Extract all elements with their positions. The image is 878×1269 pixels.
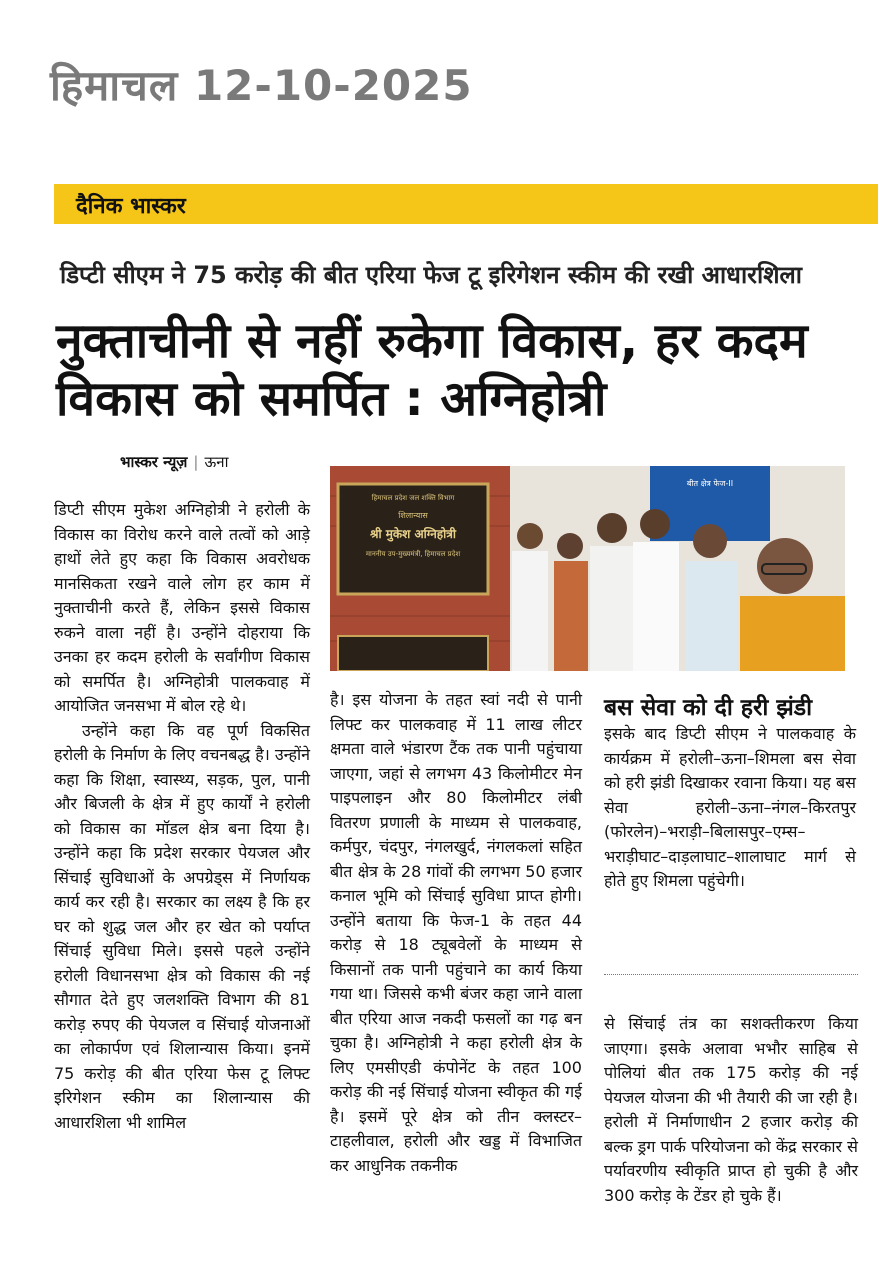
body-paragraph-4: से सिंचाई तंत्र का सशक्तीकरण किया जाएगा। इसके अलावा भभौर साहिब से पोलियां बीत तक 175 करोड़ की नई पेयजल योजना की भी तैयारी की जा रही है। हरोली में निर्माणाधीन 2 हजार करोड़ की बल्क ड्रग पार्क परियोजना को केंद्र सरकार से पर्यावरणीय स्वीकृति प्राप्त हो चुकी है और 300 करोड़ के टेंडर हो चुके हैं। <box>604 1014 858 1205</box>
newspaper-header-band <box>54 184 878 224</box>
byline-place: ऊना <box>204 453 229 471</box>
body-column-2 <box>330 688 582 1178</box>
bus-service-heading: बस सेवा को दी हरी झंडी <box>604 695 813 721</box>
body-paragraph-2: उन्होंने कहा कि वह पूर्ण विकसित हरोली के निर्माण के लिए वचनबद्ध है। उन्होंने कहा कि शिक्षा, स्वास्थ्य, सड़क, पुल, पानी और बिजली के क्षेत्र में हुए कार्यों ने हरोली को विकास का मॉडल क्षेत्र बना दिया है। उन्होंने कहा कि प्रदेश सरकार पेयजल और सिंचाई सुविधाओं के अपग्रेड्स में निर्णायक कार्य कर रही है। सरकार का लक्ष्य है कि हर घर को शुद्ध जल और हर खेत को पर्याप्त सिंचाई सुविधा मिले। इससे पहले उन्होंने हरोली विधानसभा क्षेत्र को विकास की नई सौगात देते हुए जलशक्ति विभाग की 81 करोड़ रुपए की पेयजल व सिंचाई योजनाओं का लोकार्पण एवं शिलान्यास किया। इनमें 75 करोड़ की बीत एरिया फेस टू लिफ्ट इरिगेशन स्कीम का शिलान्यास की आधारशिला भी शामिल <box>54 720 310 1132</box>
bus-service-text <box>604 722 856 894</box>
plaque-line-4: माननीय उप-मुख्यमंत्री, हिमाचल प्रदेश <box>365 550 461 558</box>
page-caption: हिमाचल 12-10-2025 <box>50 61 473 110</box>
newspaper-name: दैनिक भास्कर <box>76 193 186 219</box>
body-column-1 <box>54 498 310 1135</box>
plaque-line-1: हिमाचल प्रदेश जल शक्ति विभाग <box>371 494 455 502</box>
column-divider <box>604 974 858 975</box>
board-title: बीत क्षेत्र फेज-II <box>686 479 734 488</box>
byline-source: भास्कर न्यूज़ <box>120 453 188 471</box>
plaque-line-2: शिलान्यास <box>398 511 428 520</box>
article-kicker: डिप्टी सीएम ने 75 करोड़ की बीत एरिया फेज टू इरिगेशन स्कीम की रखी आधारशिला <box>60 261 802 289</box>
photo-illustration <box>330 466 845 671</box>
body-column-3 <box>604 1012 858 1208</box>
article-headline: नुक्ताचीनी से नहीं रुकेगा विकास, हर कदम विकास को समर्पित : अग्निहोत्री <box>56 313 808 427</box>
byline-separator: | <box>193 453 199 471</box>
news-photo <box>330 466 845 671</box>
bus-service-paragraph: इसके बाद डिप्टी सीएम ने पालकवाह के कार्यक्रम में हरोली–ऊना–शिमला बस सेवा को हरी झंडी दिखाकर रवाना किया। यह बस सेवा हरोली–ऊना–नंगल–किरतपुर (फोरलेन)–भराड़ी–बिलासपुर–एम्स–भराड़ीघाट–दाड़लाघाट–शालाघाट मार्ग से होते हुए शिमला पहुंचेगी। <box>604 724 856 890</box>
plaque-line-3: श्री मुकेश अग्निहोत्री <box>369 527 457 541</box>
body-paragraph-1: डिप्टी सीएम मुकेश अग्निहोत्री ने हरोली के विकास का विरोध करने वाले तत्वों को आड़े हाथों लेते हुए कहा कि विकास अवरोधक मानसिकता रखने वाले लोग हर काम में नुक्ताचीनी करते हैं, लेकिन इससे विकास रुकने वाला नहीं है। उन्होंने दोहराया कि उनका हर कदम हरोली के सर्वांगीण विकास को समर्पित है। अग्निहोत्री पालकवाह में आयोजित जनसभा में बोल रहे थे। <box>54 500 310 715</box>
body-paragraph-3: है। इस योजना के तहत स्वां नदी से पानी लिफ्ट कर पालकवाह में 11 लाख लीटर क्षमता वाले भंडारण टैंक तक पानी पहुंचाया जाएगा, जहां से लगभग 43 किलोमीटर मेन पाइपलाइन और 80 किलोमीटर लंबी वितरण प्रणाली के माध्यम से पालकवाह, कर्मपुर, चंदपुर, नंगलखुर्द, नंगलकलां सहित बीत क्षेत्र के 28 गांवों की लगभग 50 हजार कनाल भूमि को सिंचाई सुविधा प्राप्त होगी। उन्होंने बताया कि फेज-1 के तहत 44 करोड़ से 18 ट्यूबवेलों के माध्यम से किसानों तक पानी पहुंचाने का कार्य किया गया था। जिससे कभी बंजर कहा जाने वाला बीत एरिया आज नकदी फसलों का गढ़ बन चुका है। अग्निहोत्री ने कहा हरोली क्षेत्र के लिए एमसीएडी कंपोनेंट के तहत 100 करोड़ की नई सिंचाई योजना स्वीकृत की गई है। इसमें पूरे क्षेत्र को तीन क्लस्टर–टाहलीवाल, हरोली और खड्ड में विभाजित कर आधुनिक तकनीक <box>330 690 582 1175</box>
second-plaque <box>338 636 488 671</box>
byline <box>120 452 228 472</box>
